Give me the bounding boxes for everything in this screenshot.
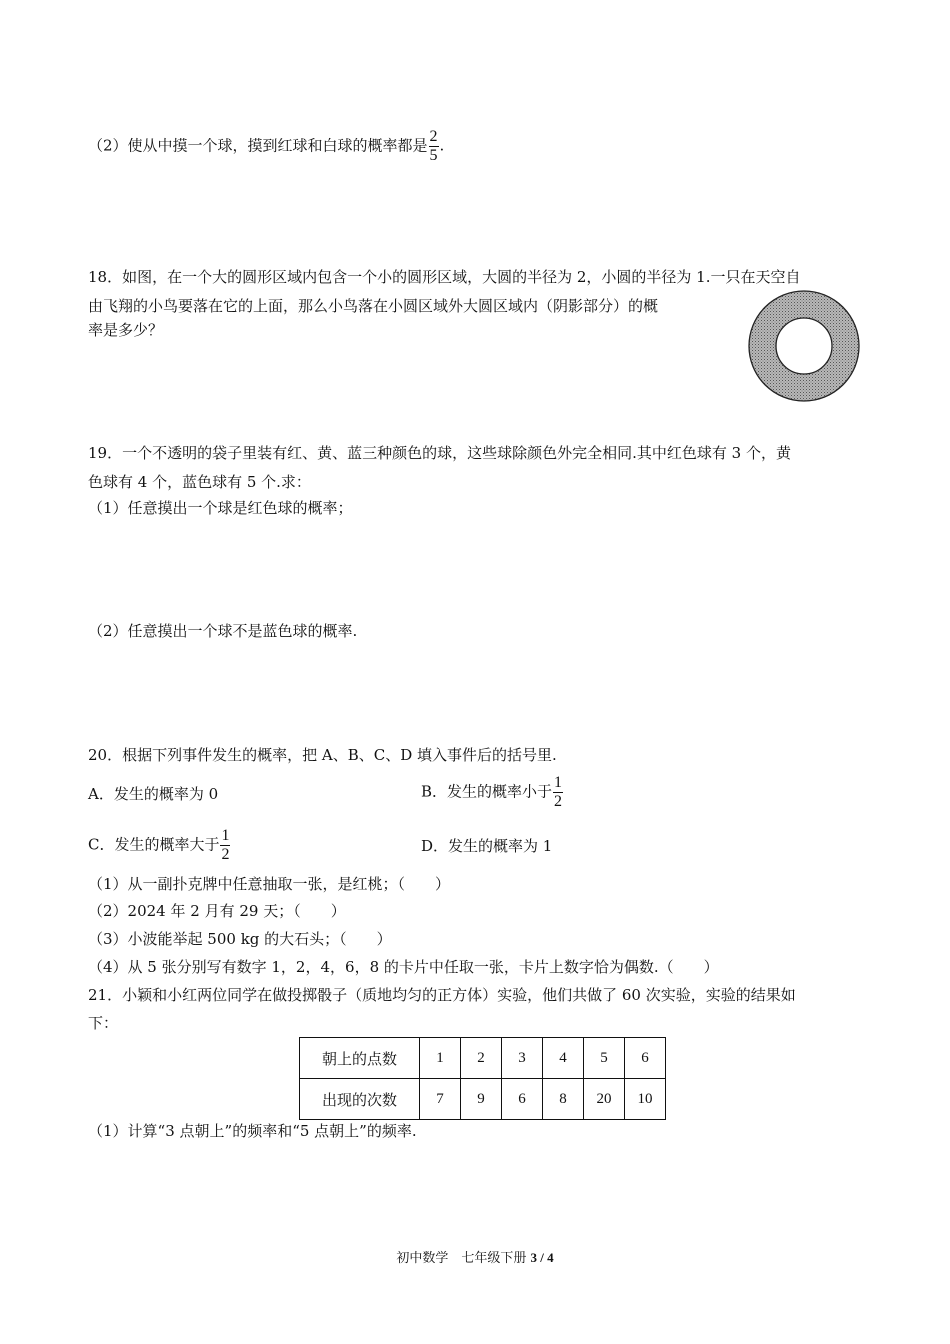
q20-stem: 20．根据下列事件发生的概率，把 A、B、C、D 填入事件后的括号里. bbox=[88, 746, 557, 764]
page-footer: 初中数学 七年级下册 3 / 4 bbox=[396, 1250, 554, 1266]
annulus-figure bbox=[743, 290, 865, 402]
table-cell: 10 bbox=[625, 1079, 666, 1120]
q19-part2: （2）任意摸出一个球不是蓝色球的概率. bbox=[88, 622, 358, 640]
table-cell: 8 bbox=[543, 1079, 584, 1120]
q20-item-3: （3）小波能举起 500 kg 的大石头；（ ） bbox=[88, 930, 392, 948]
table-cell: 6 bbox=[502, 1079, 543, 1120]
fraction-two-fifths: $\frac{2}{5}$ bbox=[429, 128, 438, 164]
q17-part2-text: （2）使从中摸一个球，摸到红球和白球的概率都是 bbox=[88, 136, 428, 155]
small-circle bbox=[776, 318, 832, 374]
table-cell: 2 bbox=[461, 1038, 502, 1079]
q18-line2: 由飞翔的小鸟要落在它的上面，那么小鸟落在小圆区域外大圆区域内（阴影部分）的概 bbox=[88, 297, 659, 315]
footer-subject: 初中数学 七年级下册 bbox=[396, 1251, 527, 1266]
table-cell: 3 bbox=[502, 1038, 543, 1079]
q20-option-b: B．发生的概率小于 $\frac{1}{2}$ bbox=[421, 774, 563, 810]
table-cell: 4 bbox=[543, 1038, 584, 1079]
table-header-points: 朝上的点数 bbox=[300, 1038, 420, 1079]
table-row bbox=[300, 1079, 666, 1120]
table-cell: 7 bbox=[420, 1079, 461, 1120]
q19-part1: （1）任意摸出一个球是红色球的概率； bbox=[88, 499, 353, 517]
table-cell: 6 bbox=[625, 1038, 666, 1079]
q20-item-1: （1）从一副扑克牌中任意抽取一张，是红桃；（ ） bbox=[88, 875, 451, 893]
dice-results-table bbox=[299, 1037, 666, 1120]
table-cell: 1 bbox=[420, 1038, 461, 1079]
table-header-counts: 出现的次数 bbox=[300, 1079, 420, 1120]
table-cell: 9 bbox=[461, 1079, 502, 1120]
q21-line1: 21．小颖和小红两位同学在做投掷骰子（质地均匀的正方体）实验，他们共做了 60 次实验，实验的结果如 bbox=[88, 986, 796, 1004]
q20-item-2: （2）2024 年 2 月有 29 天；（ ） bbox=[88, 902, 346, 920]
q21-line2: 下： bbox=[88, 1014, 119, 1032]
page-number: 3 bbox=[530, 1250, 538, 1265]
fraction-one-half: $\frac{1}{2}$ bbox=[221, 827, 230, 863]
q19-line1: 19．一个不透明的袋子里装有红、黄、蓝三种颜色的球，这些球除颜色外完全相同.其中红色球有 3 个，黄 bbox=[88, 444, 791, 462]
q20-item-4: （4）从 5 张分别写有数字 1，2，4，6，8 的卡片中任取一张，卡片上数字恰为偶数.（ ） bbox=[88, 958, 719, 976]
q20-option-c: C．发生的概率大于 $\frac{1}{2}$ bbox=[88, 827, 230, 863]
q20-option-a: A．发生的概率为 0 bbox=[88, 785, 219, 803]
q21-part1: （1）计算“3 点朝上”的频率和“5 点朝上”的频率. bbox=[88, 1122, 417, 1140]
table-row bbox=[300, 1038, 666, 1079]
fraction-one-half: $\frac{1}{2}$ bbox=[554, 774, 563, 810]
q18-line1: 18．如图，在一个大的圆形区域内包含一个小的圆形区域，大圆的半径为 2，小圆的半径为 1.一只在天空自 bbox=[88, 268, 801, 286]
table-cell: 20 bbox=[584, 1079, 625, 1120]
table-cell: 5 bbox=[584, 1038, 625, 1079]
q19-line2: 色球有 4 个，蓝色球有 5 个.求： bbox=[88, 473, 311, 491]
q17-part2: （2）使从中摸一个球，摸到红球和白球的概率都是 $\frac{2}{5}$ . bbox=[88, 128, 445, 164]
page-total: 4 bbox=[547, 1250, 554, 1265]
q18-line3: 率是多少？ bbox=[88, 321, 164, 339]
q20-option-d: D．发生的概率为 1 bbox=[421, 837, 553, 855]
